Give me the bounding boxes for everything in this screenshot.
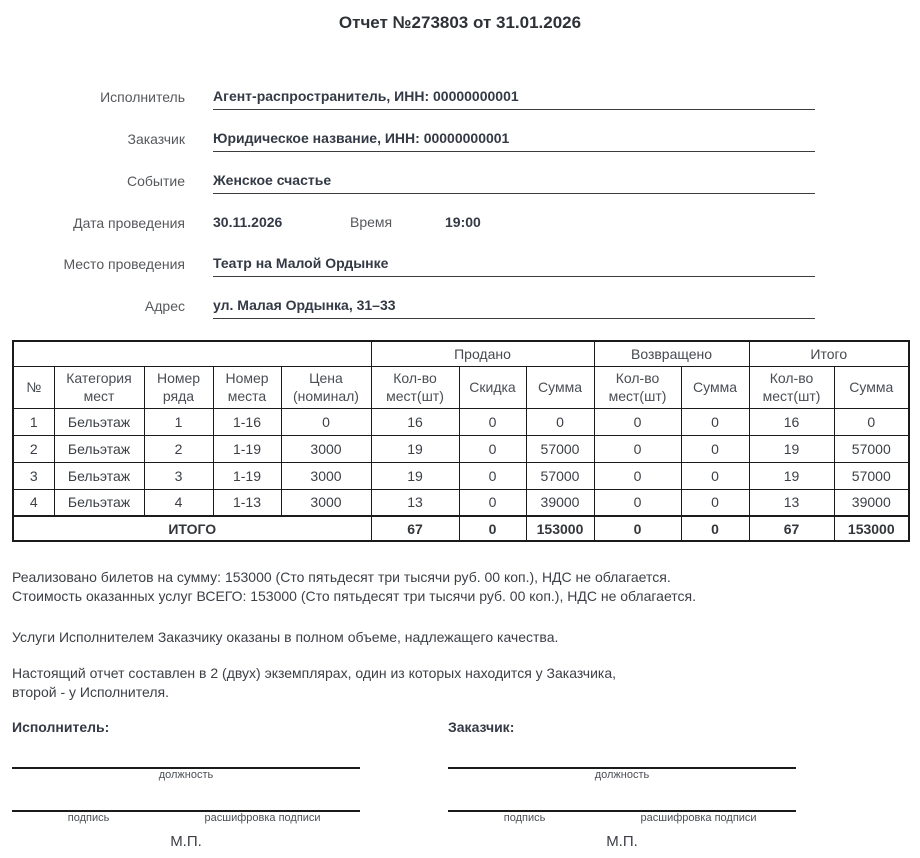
cell: 0 <box>594 462 681 489</box>
cell: 0 <box>594 489 681 516</box>
table-total-row <box>13 516 909 541</box>
transcript-caption: расшифровка подписи <box>640 812 757 824</box>
cell: 0 <box>594 408 681 435</box>
cell: 1 <box>13 408 54 435</box>
customer-value: Юридическое название, ИНН: 00000000001 <box>213 130 815 152</box>
cell: 39000 <box>834 489 909 516</box>
cell: 4 <box>144 489 213 516</box>
executor-signature-line <box>12 781 360 812</box>
paragraph-copies-line1: Настоящий отчет составлен в 2 (двух) экземплярах, один из которых находится у Заказчика, <box>12 665 617 681</box>
cell: 19 <box>749 435 834 462</box>
col-seat-category: Категория мест <box>54 366 144 408</box>
cell: 0 <box>681 435 749 462</box>
cell: 13 <box>749 489 834 516</box>
table-row <box>13 435 909 462</box>
cell: 3 <box>13 462 54 489</box>
date-label: Дата проведения <box>73 215 185 231</box>
executor-signature-block <box>12 719 360 850</box>
cell: 19 <box>749 462 834 489</box>
total-cell: 0 <box>459 516 526 541</box>
cell: 0 <box>281 408 371 435</box>
col-total-sum: Сумма <box>834 366 909 408</box>
cell: 0 <box>834 408 909 435</box>
date-value-group <box>213 214 815 235</box>
address-value: ул. Малая Ордынка, 31–33 <box>213 297 815 319</box>
customer-position-line <box>448 735 796 769</box>
executor-value: Агент-распространитель, ИНН: 00000000001 <box>213 88 815 110</box>
col-price: Цена (номинал) <box>281 366 371 408</box>
col-returned-qty: Кол-во мест(шт) <box>594 366 681 408</box>
col-returned-sum: Сумма <box>681 366 749 408</box>
cell: 57000 <box>526 435 594 462</box>
date-value: 30.11.2026 <box>213 214 283 230</box>
field-row-venue <box>0 255 920 277</box>
col-row-number: Номер ряда <box>144 366 213 408</box>
cell: 0 <box>459 408 526 435</box>
field-row-date <box>0 214 920 235</box>
total-label: ИТОГО <box>13 516 371 541</box>
cell: 0 <box>459 462 526 489</box>
cell: 19 <box>371 462 459 489</box>
cell: 4 <box>13 489 54 516</box>
field-row-address <box>0 297 920 319</box>
group-header-total: Итого <box>749 341 909 366</box>
cell: Бельэтаж <box>54 435 144 462</box>
customer-signature-block <box>448 719 796 850</box>
cell: 13 <box>371 489 459 516</box>
report-header-fields <box>0 88 920 319</box>
cell: 1-19 <box>213 462 281 489</box>
customer-signature-line <box>448 781 796 812</box>
paragraph-sold-sum: Реализовано билетов на сумму: 153000 (Сто пятьдесят три тысячи руб. 00 коп.), НДС не облагается. <box>12 569 671 585</box>
total-cell: 0 <box>594 516 681 541</box>
executor-signature-heading: Исполнитель: <box>12 719 110 735</box>
total-cell: 67 <box>371 516 459 541</box>
cell: 0 <box>681 408 749 435</box>
cell: Бельэтаж <box>54 408 144 435</box>
position-caption: должность <box>158 769 214 781</box>
customer-stamp-placeholder: М.П. <box>606 833 638 850</box>
cell: 39000 <box>526 489 594 516</box>
cell: 16 <box>371 408 459 435</box>
total-cell: 0 <box>681 516 749 541</box>
transcript-caption: расшифровка подписи <box>204 812 321 824</box>
cell: 1 <box>144 408 213 435</box>
venue-value: Театр на Малой Ордынке <box>213 255 815 277</box>
summary-paragraphs <box>12 568 920 702</box>
table-row <box>13 462 909 489</box>
cell: Бельэтаж <box>54 462 144 489</box>
cell: 0 <box>681 489 749 516</box>
cell: Бельэтаж <box>54 489 144 516</box>
group-header-returned: Возвращено <box>594 341 749 366</box>
col-seat-number: Номер места <box>213 366 281 408</box>
cell: 2 <box>144 435 213 462</box>
paragraph-copies-line2: второй - у Исполнителя. <box>12 684 169 700</box>
col-number: № <box>13 366 54 408</box>
cell: 0 <box>459 489 526 516</box>
time-value: 19:00 <box>445 214 481 230</box>
total-cell: 153000 <box>834 516 909 541</box>
executor-label: Исполнитель <box>100 89 185 105</box>
address-label: Адрес <box>144 298 185 314</box>
event-value: Женское счастье <box>213 172 815 194</box>
signature-caption: подпись <box>503 812 546 824</box>
cell: 57000 <box>834 435 909 462</box>
customer-label: Заказчик <box>127 131 185 147</box>
report-title: Отчет №273803 от 31.01.2026 <box>338 13 582 32</box>
cell: 3000 <box>281 489 371 516</box>
col-sold-sum: Сумма <box>526 366 594 408</box>
cell: 3000 <box>281 435 371 462</box>
position-caption: должность <box>594 769 650 781</box>
field-row-customer <box>0 130 920 152</box>
event-label: Событие <box>127 173 185 189</box>
customer-signature-captions <box>448 812 796 824</box>
cell: 2 <box>13 435 54 462</box>
signature-caption: подпись <box>67 812 110 824</box>
sales-table <box>12 340 910 542</box>
group-header-sold: Продано <box>371 341 594 366</box>
cell: 1-13 <box>213 489 281 516</box>
table-group-header-row <box>13 341 909 366</box>
cell: 57000 <box>526 462 594 489</box>
group-header-empty <box>13 341 371 366</box>
executor-stamp-placeholder: М.П. <box>170 833 202 850</box>
cell: 57000 <box>834 462 909 489</box>
venue-label: Место проведения <box>63 256 185 272</box>
cell: 16 <box>749 408 834 435</box>
signatures-section <box>12 719 920 850</box>
cell: 0 <box>681 462 749 489</box>
customer-signature-heading: Заказчик: <box>448 719 515 735</box>
executor-position-line <box>12 735 360 769</box>
col-total-qty: Кол-во мест(шт) <box>749 366 834 408</box>
cell: 1-19 <box>213 435 281 462</box>
cell: 0 <box>594 435 681 462</box>
total-cell: 67 <box>749 516 834 541</box>
executor-signature-captions <box>12 812 360 824</box>
field-row-event <box>0 172 920 194</box>
col-sold-discount: Скидка <box>459 366 526 408</box>
cell: 1-16 <box>213 408 281 435</box>
table-row <box>13 489 909 516</box>
cell: 0 <box>459 435 526 462</box>
field-row-executor <box>0 88 920 110</box>
paragraph-services-total: Стоимость оказанных услуг ВСЕГО: 153000 (Сто пятьдесят три тысячи руб. 00 коп.), НДС не облагается. <box>12 588 697 604</box>
total-cell: 153000 <box>526 516 594 541</box>
cell: 3000 <box>281 462 371 489</box>
cell: 0 <box>526 408 594 435</box>
cell: 3 <box>144 462 213 489</box>
paragraph-services-quality: Услуги Исполнителем Заказчику оказаны в полном объеме, надлежащего качества. <box>12 629 559 645</box>
table-header-row <box>13 366 909 408</box>
col-sold-qty: Кол-во мест(шт) <box>371 366 459 408</box>
time-label: Время <box>350 214 393 230</box>
cell: 19 <box>371 435 459 462</box>
table-row <box>13 408 909 435</box>
